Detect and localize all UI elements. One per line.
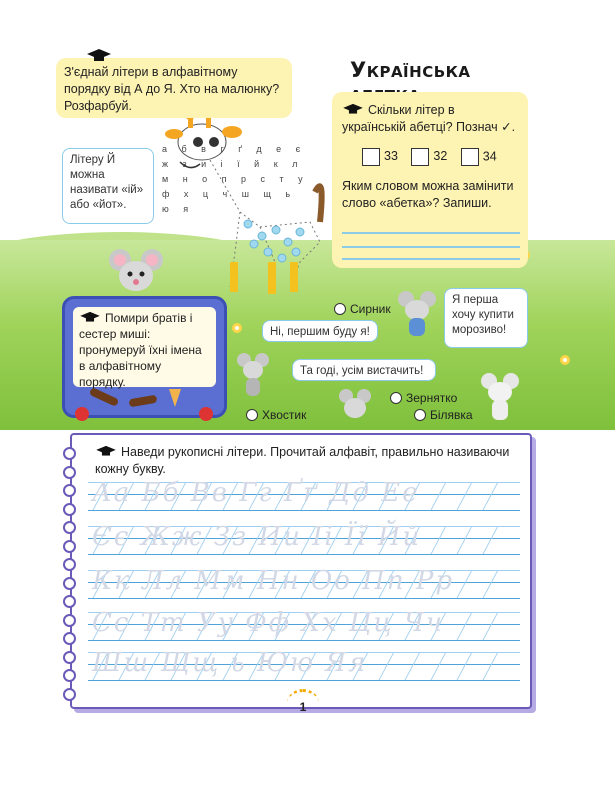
option-checkbox[interactable] <box>411 148 429 166</box>
binder-ring <box>63 632 76 645</box>
page-title: Українська <box>350 58 471 82</box>
option-checkbox[interactable] <box>461 148 479 166</box>
option-label: 32 <box>433 149 448 164</box>
flower-icon <box>232 323 242 333</box>
binder-ring <box>63 669 76 682</box>
speech-want: Я перша хочу купити морозиво! <box>444 288 528 348</box>
name-option[interactable]: Сирник <box>334 302 391 316</box>
task-text: Наведи рукописні літери. Прочитай алфавіт, правильно називаючи кожну букву. <box>95 445 510 476</box>
answer-line[interactable] <box>342 246 520 248</box>
ruled-line <box>88 680 520 681</box>
flower-icon <box>560 355 570 365</box>
binder-ring <box>63 651 76 664</box>
task-text <box>342 102 522 136</box>
task-trace-letters <box>95 444 523 478</box>
binder-ring <box>63 540 76 553</box>
answer-line[interactable] <box>342 258 520 260</box>
board <box>62 296 227 418</box>
cursive-row[interactable]: Шш Щщ ь Юю Яя <box>92 648 368 678</box>
task-connect-letters <box>56 58 292 118</box>
speech-first: Ні, першим буду я! <box>262 320 378 342</box>
mouse-icon <box>108 246 164 302</box>
mouse-icon <box>236 352 270 398</box>
binder-ring <box>63 466 76 479</box>
cursive-row[interactable]: Єє Жж Зз Ии Іі Її Йй <box>92 522 422 552</box>
binder-ring <box>63 503 76 516</box>
cursive-row[interactable]: Аа Бб Вв Гг Ґґ Дд Ее <box>92 478 420 508</box>
binder-ring <box>63 577 76 590</box>
task-text: З'єднай літери в алфавітному порядку від А до Я. Хто на малюнку? Розфарбуй. <box>64 65 280 113</box>
answer-line[interactable] <box>342 232 520 234</box>
ice-cream-icon <box>89 387 120 407</box>
number-circle[interactable] <box>334 303 346 315</box>
mouse-icon <box>480 372 520 422</box>
question-count: Скільки літер в українській абетці? Познач ✓. <box>342 103 516 134</box>
task-count-letters <box>332 92 528 268</box>
answer-options <box>362 148 522 166</box>
name-option[interactable]: Білявка <box>414 408 473 422</box>
speech-enough: Та годі, усім вистачить! <box>292 359 436 381</box>
cursive-row[interactable]: Сс Тт Уу Фф Хх Цц Чч <box>92 608 445 638</box>
binder-ring <box>63 447 76 460</box>
graduation-cap-icon <box>86 48 112 64</box>
binder-ring <box>63 688 76 701</box>
number-circle[interactable] <box>390 392 402 404</box>
mouse-icon <box>338 388 372 422</box>
name-option[interactable]: Зернятко <box>390 391 457 405</box>
binder-ring <box>63 558 76 571</box>
binder-ring <box>63 614 76 627</box>
dot-letters: а б в г ґ д е є ж з и і ї й к л м н о п р с т у ф х ц ч ш щ ь ю я <box>162 144 309 214</box>
binder-ring <box>63 484 76 497</box>
ruled-line <box>88 510 520 511</box>
binder-ring <box>63 521 76 534</box>
ice-cream-icon <box>129 395 158 408</box>
ruled-line <box>88 598 520 599</box>
option-label: 33 <box>384 149 398 164</box>
task-text: Помири братів і сестер миші: пронумеруй їхні імена в алфавітному порядку. <box>79 311 202 389</box>
option-label: 34 <box>482 149 497 164</box>
hint-bubble: Літеру Й можна називати «ій» або «йот». <box>62 148 154 224</box>
wheel-icon <box>75 407 89 421</box>
graduation-cap-icon <box>79 311 101 324</box>
task-order-names <box>73 307 216 387</box>
ruled-line <box>88 554 520 555</box>
binder-ring <box>63 595 76 608</box>
number-circle[interactable] <box>414 409 426 421</box>
mouse-icon <box>397 290 437 338</box>
name-option[interactable]: Хвостик <box>246 408 306 422</box>
number-circle[interactable] <box>246 409 258 421</box>
wheel-icon <box>199 407 213 421</box>
ruled-line <box>88 640 520 641</box>
question-synonym: Яким словом можна замінити слово «абетка»? Запиши. <box>342 179 514 210</box>
option-checkbox[interactable] <box>362 148 380 166</box>
ice-cream-cone-icon <box>169 389 181 407</box>
graduation-cap-icon <box>95 445 117 458</box>
cursive-row[interactable]: Кк Лл Мм Нн Оо Пп Рр <box>92 566 454 596</box>
page-number: 1 <box>287 689 319 717</box>
graduation-cap-icon <box>342 103 364 116</box>
